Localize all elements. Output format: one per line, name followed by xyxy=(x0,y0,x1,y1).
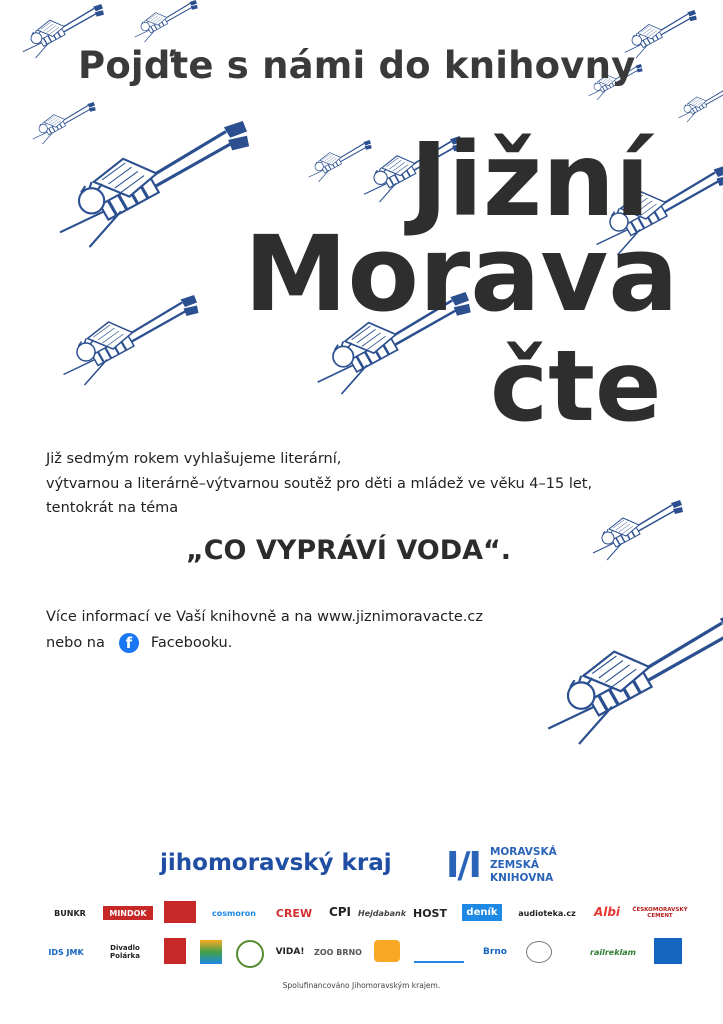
intro-text-line: výtvarnou a literárně–výtvarnou soutěž pro děti a mládež ve věku 4–15 let, xyxy=(46,476,593,492)
title-line-3: čte xyxy=(490,330,662,444)
competition-theme: „CO VYPRÁVÍ VODA“. xyxy=(186,535,512,566)
sponsor-logo-ids-jmk: IDS JMK xyxy=(48,947,84,957)
sponsor-logo-bunkr: BUNKR xyxy=(54,908,86,918)
sponsor-logo-crew: CREW xyxy=(275,906,313,920)
library-name-line: KNIHOVNA xyxy=(489,872,554,884)
sponsor-logo-albi: Albi xyxy=(593,905,621,919)
sponsor-logo-coat-of-arms xyxy=(164,938,186,964)
sponsor-logo-brno: Brno xyxy=(483,947,507,957)
facebook-label: Facebooku. xyxy=(150,635,233,651)
sponsor-logo-cosmoron: cosmoron xyxy=(212,908,256,918)
region-partner-logo: jihomoravský kraj xyxy=(160,850,392,876)
sponsor-logo-cpi: CPI xyxy=(328,905,352,919)
facebook-icon[interactable]: f xyxy=(119,633,139,653)
sponsor-logo-mindok: MINDOK xyxy=(103,906,153,920)
library-name-line: MORAVSKÁ xyxy=(489,846,557,858)
sponsor-logo-blue-square xyxy=(654,938,682,964)
intro-text-line: Již sedmým rokem vyhlašujeme literární, xyxy=(46,451,342,467)
info-text: Více informací ve Vaší knihovně a na www.jiznimoravacte.cz xyxy=(46,609,483,625)
sponsor-logo-polarka: Divadlo Polárka xyxy=(110,944,140,960)
sponsor-logo-zoo-brno: ZOO BRNO xyxy=(314,947,362,957)
poster-headline: Pojďte s námi do knihovny xyxy=(78,44,636,87)
title-line-1: Jižní xyxy=(410,121,650,240)
sponsor-logo-outline xyxy=(526,941,552,963)
sponsor-logo-hejdabank: Hejdabank xyxy=(357,908,407,918)
library-name-line: ZEMSKÁ xyxy=(489,859,539,871)
sponsor-logo-cement: ČESKOMORAVSKÝ CEMENT xyxy=(632,907,688,919)
sponsor-logo-round-seal xyxy=(236,940,264,968)
library-mark: I/I xyxy=(446,845,480,886)
sponsor-logo-denik: deník xyxy=(462,904,502,921)
sponsor-logo-audioteka: audioteka.cz xyxy=(518,908,576,918)
title-line-2: Morava xyxy=(244,213,679,335)
sponsor-logo-yellow-badge xyxy=(374,940,400,962)
facebook-line xyxy=(46,633,232,653)
sponsor-logo-vida: VIDA! xyxy=(275,947,305,957)
sponsor-logo-blue-text xyxy=(414,943,464,963)
info-prefix: nebo na xyxy=(46,635,105,651)
sponsor-logo-host: HOST xyxy=(413,906,447,920)
intro-text-line: tentokrát na téma xyxy=(46,500,179,516)
library-name xyxy=(490,846,557,885)
library-partner-logo xyxy=(446,845,557,886)
sponsor-logo-colorful xyxy=(200,940,222,964)
sponsor-logo-railreklam: railreklam xyxy=(590,947,636,957)
sponsor-logo-red-badge xyxy=(164,901,196,923)
footer-note: Spolufinancováno Jihomoravským krajem. xyxy=(282,981,441,990)
